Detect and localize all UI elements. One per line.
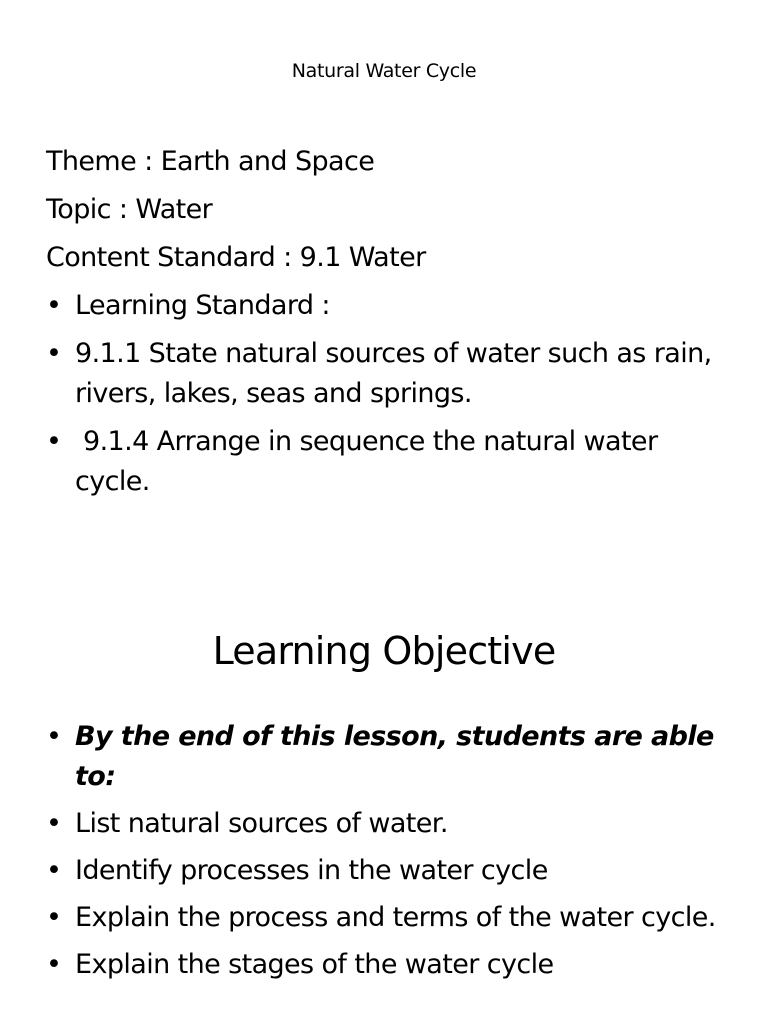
- objectives-intro: By the end of this lesson, students are able to:: [75, 721, 714, 792]
- list-item: [46, 334, 736, 414]
- list-item-text: Explain the process and terms of the water cycle.: [75, 902, 716, 933]
- list-item: [46, 898, 736, 938]
- slide-title: Natural Water Cycle: [291, 60, 477, 82]
- list-item-text: Identify processes in the water cycle: [75, 855, 548, 886]
- list-item-text: Explain the stages of the water cycle: [75, 949, 554, 980]
- theme-line: Theme : Earth and Space: [46, 146, 375, 177]
- list-item-text: List natural sources of water.: [75, 808, 448, 839]
- bullet-icon: •: [46, 290, 62, 321]
- bullet-icon: •: [46, 855, 62, 886]
- list-item-text: 9.1.1 State natural sources of water such as rain, rivers, lakes, seas and springs.: [75, 338, 712, 409]
- list-item-text: 9.1.4 Arrange in sequence the natural water cycle.: [75, 426, 666, 497]
- bullet-icon: •: [46, 902, 62, 933]
- list-item: [46, 286, 736, 326]
- learning-objective-heading: Learning Objective: [212, 629, 556, 673]
- slide1-body: [46, 142, 736, 510]
- bullet-icon: •: [46, 721, 62, 752]
- list-item: [46, 717, 736, 797]
- objectives-list: [46, 717, 736, 985]
- list-item: [46, 851, 736, 891]
- slide2-body: [46, 717, 736, 992]
- topic-line: Topic : Water: [46, 194, 213, 225]
- content-standard-line: Content Standard : 9.1 Water: [46, 242, 426, 273]
- learning-standard-list: [46, 286, 736, 502]
- bullet-icon: •: [46, 808, 62, 839]
- bullet-icon: •: [46, 338, 62, 369]
- list-item-text: Learning Standard :: [75, 290, 330, 321]
- list-item: [46, 945, 736, 985]
- list-item: [46, 804, 736, 844]
- list-item: [46, 422, 736, 502]
- bullet-icon: •: [46, 426, 62, 457]
- bullet-icon: •: [46, 949, 62, 980]
